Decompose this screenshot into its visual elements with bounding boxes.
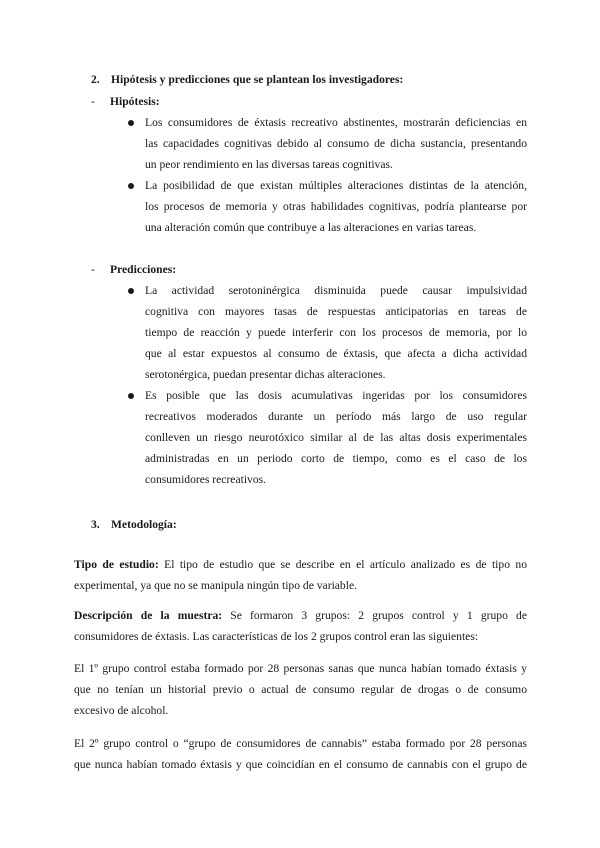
prediction-1-line-5: serotonérgica, puedan presentar dichas alteraciones. xyxy=(145,368,386,381)
group-1-line-1: El 1º grupo control estaba formado por 28 personas sanas que nunca habían tomado éxtasis y xyxy=(74,662,527,675)
group-1-line-3: excesivo de alcohol. xyxy=(74,704,169,717)
prediction-2-line-2: recreativos moderados durante un período más largo de uso regular xyxy=(145,410,527,423)
group-1-line-2: que no tenían un historial previo o actual de consumo regular de drogas o de consumo xyxy=(74,683,527,696)
sample-line-2: consumidores de éxtasis. Las características de los 2 grupos control eran las siguientes: xyxy=(74,630,479,643)
section-2-title: Hipótesis y predicciones que se plantean los investigadores: xyxy=(111,73,404,86)
bullet-prediction-1 xyxy=(128,288,134,294)
prediction-2-line-5: consumidores recreativos. xyxy=(145,473,267,486)
section-3-number: 3. xyxy=(91,518,100,531)
prediction-1-line-2: cognitiva con mayores tasas de respuestas anticipatorias en tareas de xyxy=(145,305,527,318)
hypothesis-1-line-1: Los consumidores de éxtasis recreativo abstinentes, mostrarán deficiencias en xyxy=(145,116,527,129)
bullet-hypothesis-2 xyxy=(128,183,134,189)
section-3-title: Metodología: xyxy=(111,518,177,531)
group-2-line-2: que nunca habían tomado éxtasis y que coincidían en el consumo de cannabis con el grupo de xyxy=(74,758,527,771)
prediction-2-line-1: Es posible que las dosis acumulativas ingeridas por los consumidores xyxy=(145,389,527,402)
hypothesis-1-line-2: las capacidades cognitivas debido al consumo de dicha sustancia, presentando xyxy=(145,137,527,150)
bullet-hypothesis-1 xyxy=(128,120,134,126)
section-2-number: 2. xyxy=(91,73,100,86)
sample-line-1: Descripción de la muestra: Se formaron 3 grupos: 2 grupos control y 1 grupo de xyxy=(74,609,527,622)
group-2-line-1: El 2º grupo control o “grupo de consumidores de cannabis” estaba formado por 28 personas xyxy=(74,737,527,750)
hypothesis-2-line-2: los procesos de memoria y otras habilidades cognitivas, podría plantearse por xyxy=(145,200,527,213)
prediction-1-line-3: tiempo de reacción y puede interferir con los procesos de memoria, por lo xyxy=(145,326,527,339)
study-type-line-2: experimental, ya que no se manipula ningún tipo de variable. xyxy=(74,579,357,592)
prediction-1-line-4: que al estar expuestos al consumo de éxtasis, que afecta a dicha actividad xyxy=(145,347,527,360)
hypothesis-1-line-3: un peor rendimiento en las diversas tareas cognitivas. xyxy=(145,158,393,171)
hypotheses-dash: - xyxy=(91,95,95,108)
hypotheses-label: Hipótesis: xyxy=(110,95,160,108)
prediction-2-line-4: administradas en un periodo corto de tiempo, como es el caso de los xyxy=(145,452,527,465)
prediction-1-line-1: La actividad serotoninérgica disminuida puede causar impulsividad xyxy=(145,284,527,297)
predictions-dash: - xyxy=(91,263,95,276)
predictions-label: Predicciones: xyxy=(110,263,177,276)
bullet-prediction-2 xyxy=(128,393,134,399)
hypothesis-2-line-1: La posibilidad de que existan múltiples alteraciones distintas de la atención, xyxy=(145,179,527,192)
prediction-2-line-3: conlleven un riesgo neurotóxico similar al de las altas dosis experimentales xyxy=(145,431,527,444)
study-type-line-1: Tipo de estudio: El tipo de estudio que se describe en el artículo analizado es de tipo no xyxy=(74,558,527,571)
hypothesis-2-line-3: una alteración común que contribuye a las alteraciones en varias tareas. xyxy=(145,221,477,234)
